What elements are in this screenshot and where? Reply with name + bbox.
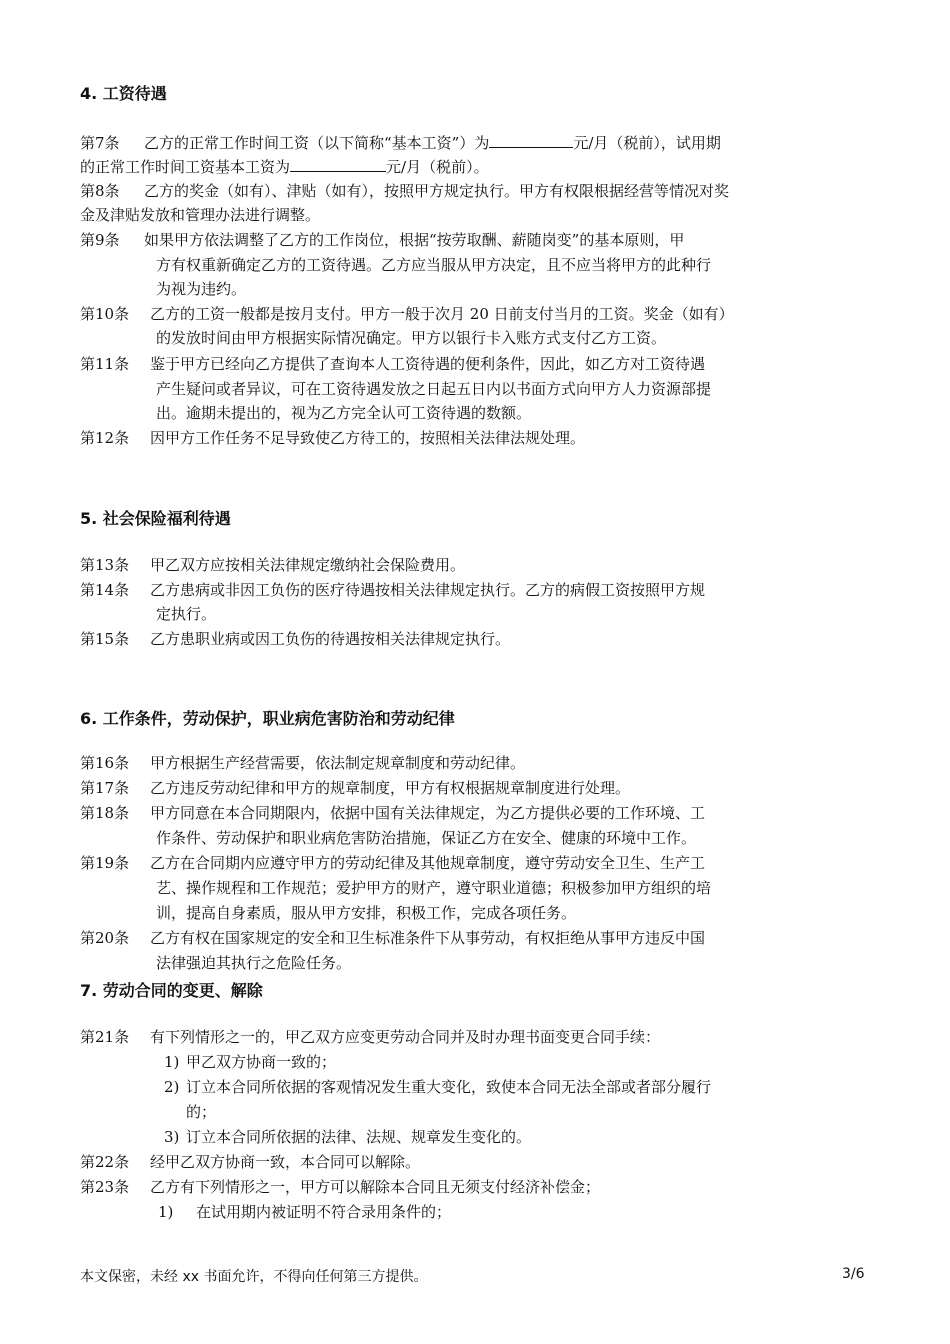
article-19-line-1 bbox=[80, 853, 705, 873]
list-text: 订立本合同所依据的法律、法规、规章发生变化的。 bbox=[186, 1128, 532, 1146]
article-9-line-2: 方有权重新确定乙方的工资待遇。乙方应当服从甲方决定，且不应当将甲方的此种行 bbox=[156, 256, 712, 274]
article-number: 第11条 bbox=[80, 355, 130, 373]
article-11-line-2: 产生疑问或者异议，可在工资待遇发放之日起五日内以书面方式向甲方人力资源部提 bbox=[156, 380, 712, 398]
section-heading-7: 7. 劳动合同的变更、解除 bbox=[80, 981, 263, 1000]
article-13-line-1 bbox=[80, 555, 465, 575]
article-text: 甲方同意在本合同期限内，依据中国有关法律规定，为乙方提供必要的工作环境、工 bbox=[150, 804, 706, 822]
article-number: 第10条 bbox=[80, 305, 130, 323]
list-number: 2) bbox=[164, 1078, 180, 1096]
article-18-line-1 bbox=[80, 803, 705, 823]
article-text: 元/月（税前），试用期 bbox=[573, 134, 721, 152]
article-number: 第19条 bbox=[80, 854, 130, 872]
article-number: 第21条 bbox=[80, 1028, 130, 1046]
article-number: 第16条 bbox=[80, 754, 130, 772]
article-19-line-3: 训，提高自身素质，服从甲方安排，积极工作，完成各项任务。 bbox=[156, 904, 577, 922]
article-23-line-1 bbox=[80, 1177, 600, 1197]
article-text: 乙方患病或非因工负伤的医疗待遇按相关法律规定执行。乙方的病假工资按照甲方规 bbox=[150, 581, 706, 599]
footer-confidential-notice: 本文保密，未经 xx 书面允许，不得向任何第三方提供。 bbox=[80, 1269, 428, 1285]
article-20-line-2: 法律强迫其执行之危险任务。 bbox=[156, 954, 352, 972]
article-number: 第15条 bbox=[80, 630, 130, 648]
article-text: 有下列情形之一的，甲乙双方应变更劳动合同并及时办理书面变更合同手续： bbox=[150, 1028, 661, 1046]
article-text: 乙方在合同期内应遵守甲方的劳动纪律及其他规章制度，遵守劳动安全卫生、生产工 bbox=[150, 854, 706, 872]
article-14-line-2: 定执行。 bbox=[156, 605, 217, 623]
article-number: 第12条 bbox=[80, 429, 130, 447]
article-7-line-1 bbox=[80, 133, 721, 153]
article-text: 甲方根据生产经营需要，依法制定规章制度和劳动纪律。 bbox=[150, 754, 526, 772]
blank-field bbox=[290, 157, 386, 172]
footer-page-number: 3/6 bbox=[842, 1266, 865, 1282]
section-heading-4: 4. 工资待遇 bbox=[80, 84, 167, 103]
article-18-line-2: 作条件、劳动保护和职业病危害防治措施，保证乙方在安全、健康的环境中工作。 bbox=[156, 829, 697, 847]
article-16-line-1 bbox=[80, 753, 525, 773]
article-text: 甲乙双方应按相关法律规定缴纳社会保险费用。 bbox=[150, 556, 466, 574]
article-number: 第7条 bbox=[80, 134, 120, 152]
article-10-line-2: 的发放时间由甲方根据实际情况确定。甲方以银行卡入账方式支付乙方工资。 bbox=[156, 329, 667, 347]
article-text: 因甲方工作任务不足导致使乙方待工的，按照相关法律法规处理。 bbox=[150, 429, 586, 447]
article-22-line-1 bbox=[80, 1152, 420, 1172]
list-number: 1) bbox=[164, 1053, 180, 1071]
article-9-line-1 bbox=[80, 230, 684, 250]
article-number: 第8条 bbox=[80, 182, 120, 200]
section-heading-5: 5. 社会保险福利待遇 bbox=[80, 509, 231, 528]
article-9-line-3: 为视为违约。 bbox=[156, 280, 247, 298]
list-item bbox=[164, 1127, 531, 1147]
article-15-line-1 bbox=[80, 629, 510, 649]
article-text: 鉴于甲方已经向乙方提供了查询本人工资待遇的便利条件，因此，如乙方对工资待遇 bbox=[150, 355, 706, 373]
list-text: 订立本合同所依据的客观情况发生重大变化，致使本合同无法全部或者部分履行 bbox=[186, 1078, 712, 1096]
article-number: 第20条 bbox=[80, 929, 130, 947]
article-20-line-1 bbox=[80, 928, 705, 948]
article-text: 乙方有权在国家规定的安全和卫生标准条件下从事劳动，有权拒绝从事甲方违反中国 bbox=[150, 929, 706, 947]
article-21-line-1 bbox=[80, 1027, 660, 1047]
article-number: 第9条 bbox=[80, 231, 120, 249]
article-number: 第18条 bbox=[80, 804, 130, 822]
article-text: 乙方的工资一般都是按月支付。甲方一般于次月 20 日前支付当月的工资。奖金（如有） bbox=[150, 305, 734, 323]
article-14-line-1 bbox=[80, 580, 705, 600]
article-text: 乙方的奖金（如有）、津贴（如有），按照甲方规定执行。甲方有权限根据经营等情况对奖 bbox=[144, 182, 730, 200]
list-item bbox=[158, 1202, 451, 1222]
list-number: 3) bbox=[164, 1128, 180, 1146]
article-number: 第17条 bbox=[80, 779, 130, 797]
article-8-line-2: 金及津贴发放和管理办法进行调整。 bbox=[80, 206, 321, 224]
list-item bbox=[164, 1077, 711, 1097]
list-text: 甲乙双方协商一致的； bbox=[186, 1053, 337, 1071]
list-number: 1) bbox=[158, 1203, 174, 1221]
article-10-line-1 bbox=[80, 304, 734, 324]
article-text: 的正常工作时间工资基本工资为 bbox=[80, 158, 291, 176]
article-17-line-1 bbox=[80, 778, 630, 798]
article-number: 第22条 bbox=[80, 1153, 130, 1171]
article-text: 经甲乙双方协商一致，本合同可以解除。 bbox=[150, 1153, 421, 1171]
article-11-line-3: 出。逾期未提出的，视为乙方完全认可工资待遇的数额。 bbox=[156, 404, 532, 422]
article-text: 如果甲方依法调整了乙方的工作岗位，根据“按劳取酬、薪随岗变”的基本原则，甲 bbox=[144, 231, 685, 249]
section-heading-6: 6. 工作条件，劳动保护，职业病危害防治和劳动纪律 bbox=[80, 709, 455, 728]
article-text: 乙方违反劳动纪律和甲方的规章制度，甲方有权根据规章制度进行处理。 bbox=[150, 779, 631, 797]
list-item bbox=[164, 1052, 336, 1072]
article-8-line-1 bbox=[80, 181, 729, 201]
list-text: 在试用期内被证明不符合录用条件的； bbox=[196, 1203, 452, 1221]
article-11-line-1 bbox=[80, 354, 705, 374]
article-text: 元/月（税前）。 bbox=[386, 158, 489, 176]
article-7-line-2 bbox=[80, 157, 489, 177]
article-number: 第13条 bbox=[80, 556, 130, 574]
article-19-line-2: 艺、操作规程和工作规范；爱护甲方的财产，遵守职业道德；积极参加甲方组织的培 bbox=[156, 879, 712, 897]
article-number: 第23条 bbox=[80, 1178, 130, 1196]
article-text: 乙方患职业病或因工负伤的待遇按相关法律规定执行。 bbox=[150, 630, 511, 648]
article-text: 乙方有下列情形之一，甲方可以解除本合同且无须支付经济补偿金； bbox=[150, 1178, 601, 1196]
blank-field bbox=[489, 133, 573, 148]
article-number: 第14条 bbox=[80, 581, 130, 599]
article-text: 乙方的正常工作时间工资（以下简称“基本工资”）为 bbox=[144, 134, 490, 152]
list-item-continuation: 的； bbox=[186, 1103, 217, 1121]
article-12-line-1 bbox=[80, 428, 585, 448]
